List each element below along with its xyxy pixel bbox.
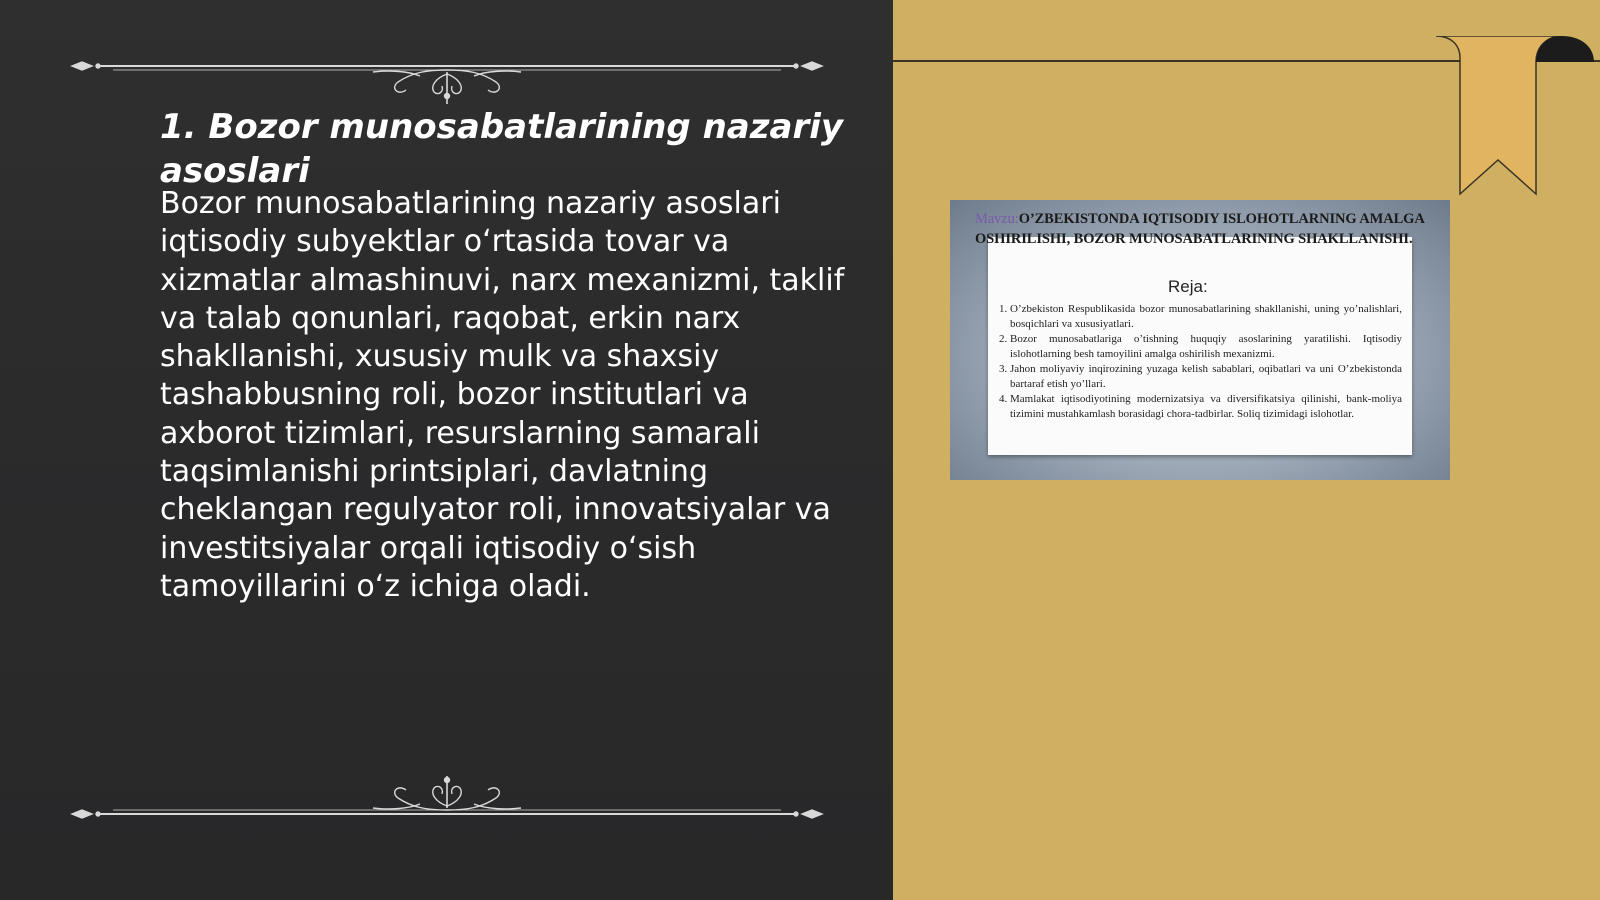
slide-title: 1. Bozor munosabatlarining nazariy asoslari bbox=[160, 107, 844, 191]
ornament-divider-bottom bbox=[68, 774, 826, 824]
list-item: 2. Bozor munosabatlariga o’tishning huquqiy asoslarining yaratilishi. Iqtisodiy islohotlarning besh tamoyilini amalga oshirilish mexanizmi. bbox=[1010, 332, 1402, 362]
document-topic-label: Mavzu: bbox=[975, 211, 1019, 227]
list-item: 3. Jahon moliyaviy inqirozining yuzaga kelish sabablari, oqibatlari va uni O’zbekistonda bartaraf etish yo’llari. bbox=[1010, 362, 1402, 392]
document-image bbox=[950, 200, 1450, 480]
document-heading-text: O’ZBEKISTONDA IQTISODIY ISLOHOTLARNING AMALGA OSHIRILISHI, BOZOR MUNOSABATLARINING SHAKLLANISHI. bbox=[975, 211, 1424, 247]
bookmark-ribbon-icon bbox=[1436, 36, 1598, 206]
document-plan-title: Reja: bbox=[1168, 277, 1208, 296]
document-heading bbox=[975, 209, 1435, 249]
list-item: 1. O’zbekiston Respublikasida bozor munosabatlarining shakllanishi, uning yo’nalishlari, bosqichlari va xususiyatlari. bbox=[1010, 302, 1402, 332]
document-plan-list bbox=[990, 302, 1402, 422]
list-item: 4. Mamlakat iqtisodiyotining modernizatsiya va diversifikatsiya qilinishi, bank-moliya tizimini mustahkamlash borasidagi chora-tadbirlar. Soliq tizimidagi islohotlar. bbox=[1010, 392, 1402, 422]
slide-body-text: Bozor munosabatlarining nazariy asoslari iqtisodiy subyektlar oʻrtasida tovar va xizmatlar almashinuvi, narx mexanizmi, taklif va talab qonunlari, raqobat, erkin narx shakllanishi, xususiy mulk va shaxsiy tashabbusning roli, bozor institutlari va axborot tizimlari, resurslarning samarali taqsimlanishi printsiplari, davlatning cheklangan regulyator roli, innovatsiyalar va investitsiyalar orqali iqtisodiy oʻsish tamoyillarini oʻz ichiga oladi. bbox=[160, 186, 845, 604]
ornament-divider-top bbox=[68, 56, 826, 106]
